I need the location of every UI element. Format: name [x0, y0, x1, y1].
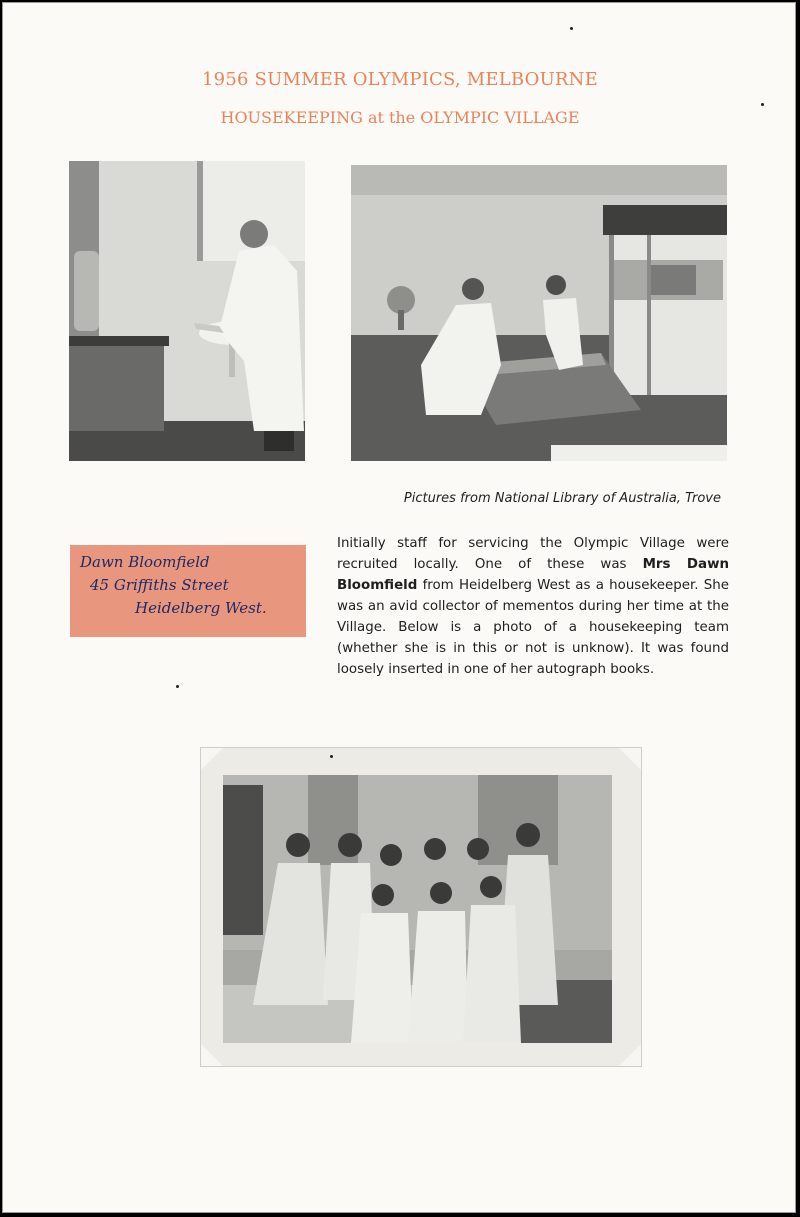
article-person-name: Mrs Dawn Bloomfield [337, 557, 729, 593]
mounted-group-photo [201, 748, 641, 1066]
photo-credit-caption: Pictures from National Library of Australia, Trove [403, 491, 721, 506]
article-paragraph [337, 533, 729, 680]
note-line-street: 45 Griffiths Street [90, 576, 229, 594]
note-line-suburb: Heidelberg West. [135, 599, 267, 617]
housekeeping-team-photo [223, 775, 612, 1043]
speck [330, 755, 333, 758]
photo-corner-top-right [619, 748, 641, 770]
speck [176, 685, 179, 688]
speck [761, 103, 764, 106]
note-line-name: Dawn Bloomfield [80, 553, 210, 571]
speck [570, 27, 573, 30]
photo-housekeeper-washbasin [69, 161, 305, 461]
page-title: 1956 SUMMER OLYMPICS, MELBOURNE [202, 69, 598, 90]
photo-housekeepers-making-bed [351, 165, 727, 461]
photo-corner-bottom-left [201, 1044, 223, 1066]
photo-corner-top-left [201, 748, 223, 770]
handwritten-address-note [70, 545, 306, 637]
photo-corner-bottom-right [619, 1044, 641, 1066]
article-text-part2: from Heidelberg West as a housekeeper. She was an avid collector of mementos during her time at the Village. Below is a photo of a housekeeping team (whether she is in this or not is unknow). It was found loosely inserted in one of her autograph books. [337, 578, 729, 677]
album-page [2, 2, 796, 1213]
page-subtitle: HOUSEKEEPING at the OLYMPIC VILLAGE [220, 108, 580, 127]
article-text-part1: Initially staff for servicing the Olympic Village were recruited locally. One of these was [337, 536, 729, 572]
